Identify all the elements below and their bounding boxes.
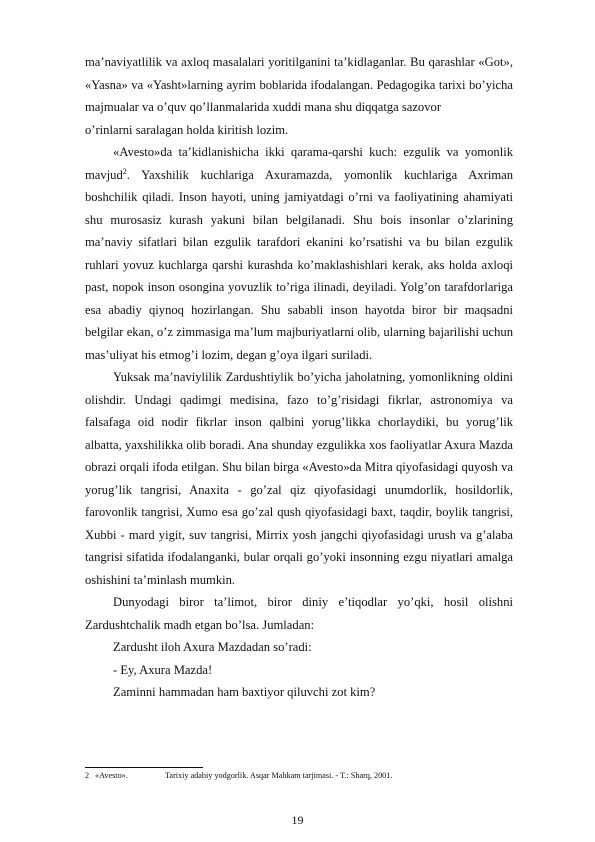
- body-text: [85, 51, 513, 704]
- paragraph-1-continuation: o’rinlarni saralagan holda kiritish lozim.: [85, 122, 289, 137]
- footnote-text: Tarixiy adabiy yodgorlik. Asqar Mahkam tarjimasi. - T.: Sharq, 2001.: [165, 771, 393, 780]
- page-number: 19: [291, 813, 304, 827]
- paragraph-1: ma’naviyatlilik va axloq masalalari yoritilganini ta’kidlaganlar. Bu qarashlar «Got», «Yasna» va «Yasht»larning ayrim boblarida ifodalangan. Pedagogika tarixi bo’yicha majmualar va o’quv qo’llanmalarida xuddi mana shu diqqatga sazovor: [85, 55, 513, 114]
- footnote: [85, 770, 515, 782]
- paragraph-4: Dunyodagi biror ta’limot, biror diniy e’tiqodlar yo’qki, hosil olishni Zardushtchalik madh etgan bo’lsa. Jumladan:: [85, 595, 513, 632]
- paragraph-5: Zardusht iloh Axura Mazdadan so’radi:: [113, 640, 312, 654]
- footnote-source: «Avesto».: [95, 771, 128, 780]
- footnote-mark: 2: [85, 771, 90, 780]
- paragraph-2: «Avesto»da ta’kidlanishicha ikki qarama-qarshi kuch: ezgulik va yomonlik mavjud$^2$. Yaxshilik kuchlariga Axuramazda, yomonlik kuchlariga Axriman boshchilik qiladi. Inson hayoti, uning jamiyatdagi o’rni va faoliyatining ahamiyati shu murosasiz kurash yakuni bilan belgilanadi. Shu bois insonlar o’zlarining ma’naviy sifatlari bilan ezgulik tarafdori ekanini ko’rsatishi va bu bilan ezgulik ruhlari yovuz kuchlarga qarshi kurashda ko’maklashishlari kerak, aks holda axloqi past, nopok inson osongina yovuzlik to’riga ilinadi, deyiladi. Yolg’on tarafdorlariga esa abadiy qiynoq hozirlangan. Shu sababli inson hayotda biror bir maqsadni belgilar ekan, o’z zimmasiga ma’lum majburiyatlarni olib, ularning bajarilishi uchun mas’uliyat his etmog’i lozim, degan g’oya ilgari suriladi.: [85, 145, 513, 362]
- footnote-divider: [85, 767, 203, 768]
- paragraph-3: Yuksak ma’naviylilik Zardushtiylik bo’yicha jaholatning, yomonlikning oldini olishdir. Undagi qadimgi medisina, fazo to’g’risidagi fikrlar, astronomiya va falsafaga oid nodir fikrlar inson qalbini yorug’likka chorlaydiki, bu yorug’lik albatta, yaxshilikka olib boradi. Ana shunday ezgulikka xos faoliyatlar Axura Mazda obrazi orqali ifoda etilgan. Shu bilan birga «Avesto»da Mitra qiyofasidagi quyosh va yorug’lik tangrisi, Anaxita - go’zal qiz qiyofasidagi unumdorlik, hosildorlik, farovonlik tangrisi, Xumo esa go’zal qush qiyofasidagi baxt, taqdir, boylik tangrisi, Xubbi - mard yigit, suv tangrisi, Mirrix yosh jangchi qiyofasidagi urush va g’alaba tangrisi sifatida ifodalanganki, bular orqali go’yoki insonning ezgu niyatlari amalga oshishini ta’minlash mumkin.: [85, 370, 513, 587]
- footnote-reference[interactable]: 2: [122, 166, 127, 176]
- paragraph-7: Zaminni hammadan ham baxtiyor qiluvchi zot kim?: [113, 685, 376, 699]
- paragraph-6: - Ey, Axura Mazda!: [113, 662, 213, 677]
